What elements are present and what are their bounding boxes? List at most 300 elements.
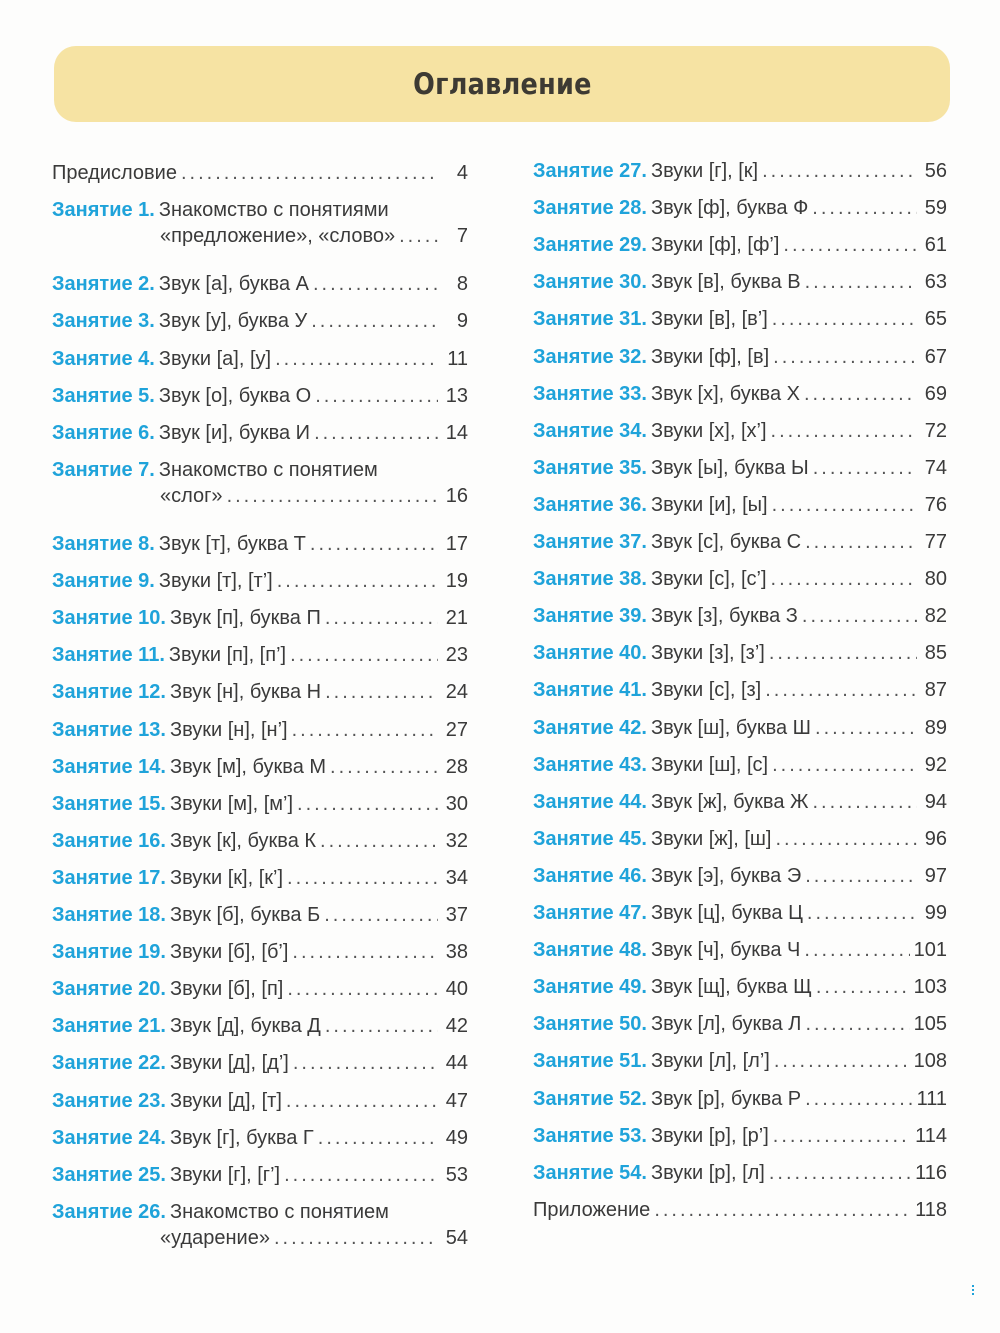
dot-leader [320,828,438,854]
lesson-title: Предисловие [52,162,177,184]
toc-entry[interactable] [52,531,468,557]
page-number: 99 [924,902,947,924]
dot-leader [325,1013,438,1039]
dot-leader [812,195,917,221]
dot-leader [772,306,917,332]
lesson-title: Звук [ф], буква Ф [650,197,809,220]
lesson-number: Занятие 54. [533,1161,647,1184]
toc-entry[interactable] [52,1162,468,1188]
lesson-number: Занятие 14. [52,755,166,778]
toc-entry-line [52,865,468,891]
lesson-title: Звуки [б], [б’] [169,941,289,964]
lesson-title: Звук [в], буква В [650,271,801,294]
page-number: 40 [445,978,468,1001]
dot-leader [310,531,438,557]
lesson-number: Занятие 50. [533,1013,647,1036]
toc-entry-line [533,677,947,703]
lesson-title: Звук [ы], буква Ы [650,456,809,479]
lesson-title: Звук [н], буква Н [169,681,322,704]
toc-entry-line [533,566,947,592]
toc-entry[interactable] [52,902,468,928]
dot-leader [399,223,438,249]
toc-entry[interactable] [533,269,947,295]
page-number: 14 [445,421,468,444]
lesson-number: Занятие 4. [52,347,155,370]
page-number: 13 [445,384,468,407]
toc-entry[interactable] [52,160,468,186]
toc-entry[interactable] [533,752,947,778]
page-number: 21 [445,607,468,630]
toc-entry-line [533,195,947,221]
lesson-number: Занятие 28. [533,197,647,220]
toc-entry[interactable] [52,828,468,854]
page-number: 54 [445,1226,468,1249]
toc-entry[interactable] [52,754,468,780]
lesson-number: Занятие 20. [52,978,166,1001]
toc-entry[interactable] [533,492,947,518]
dot-leader [805,529,917,555]
dot-leader [181,160,438,186]
page-number: 19 [445,570,468,593]
page-number: 118 [915,1198,947,1221]
toc-entry-line [533,789,947,815]
dot-leader [292,717,438,743]
toc-entry[interactable] [52,308,468,334]
toc-entry-line [52,308,468,334]
lesson-number: Занятие 41. [533,679,647,702]
dot-leader [330,754,438,780]
toc-entry[interactable] [533,158,947,184]
toc-entry-line [533,826,947,852]
lesson-title: Звук [ч], буква Ч [650,939,801,962]
page-number: 101 [913,939,947,962]
dot-leader [315,383,438,409]
toc-entry[interactable] [52,1013,468,1039]
page-number: 7 [456,225,468,248]
page-number: 77 [924,531,947,553]
toc-entry-line [52,271,468,297]
toc-entry-line [533,1123,947,1149]
page-number: 8 [456,273,468,296]
toc-entry[interactable] [52,197,468,249]
page-number: 72 [924,419,947,442]
toc-entry[interactable] [533,1086,947,1112]
toc-entry-line [52,1225,468,1251]
lesson-title: Звуки [п], [п’] [168,644,287,667]
dot-leader [805,269,917,295]
lesson-title: Звуки [г], [к] [650,160,759,182]
toc-entry[interactable] [533,900,947,926]
lesson-title: Звук [о], буква О [158,384,312,407]
toc-entry[interactable] [52,976,468,1002]
lesson-number: Занятие 49. [533,976,647,999]
dot-leader [287,865,438,891]
page-number: 97 [924,864,947,887]
lesson-number: Занятие 19. [52,941,166,964]
lesson-title: Звук [щ], буква Щ [650,976,812,999]
lesson-title: Звук [к], буква К [169,829,317,852]
toc-entry[interactable] [52,1088,468,1114]
lesson-title: Звук [у], буква У [158,310,308,333]
toc-entry-line [52,197,468,223]
toc-entry-line [52,1162,468,1188]
toc-entry[interactable] [533,863,947,889]
dot-leader [813,455,917,481]
toc-entry-line [533,1197,947,1223]
lesson-number: Занятие 35. [533,456,647,479]
lesson-number: Занятие 38. [533,568,647,591]
toc-entry[interactable] [533,1048,947,1074]
lesson-title: Звуки [ф], [в] [650,345,770,368]
toc-entry[interactable] [533,381,947,407]
page-number: 82 [924,605,947,628]
dot-leader [275,346,438,372]
toc-entry-line [52,976,468,1002]
lesson-number: Занятие 12. [52,681,166,704]
page-number: 28 [445,755,468,778]
page-number: 49 [445,1126,468,1149]
toc-entry-line [52,902,468,928]
toc-entry[interactable] [52,605,468,631]
lesson-title: Звуки [т], [т’] [158,570,273,593]
dot-leader [771,566,917,592]
toc-entry[interactable] [52,1125,468,1151]
toc-entry-line [52,1088,468,1114]
toc-entry-line [533,1011,947,1037]
toc-entry[interactable] [533,640,947,666]
dot-leader [765,677,917,703]
lesson-number: Занятие 40. [533,642,647,665]
toc-entry-line [533,1048,947,1074]
toc-entry-line [533,492,947,518]
lesson-title: Звук [л], буква Л [650,1013,802,1036]
lesson-number: Занятие 37. [533,531,647,553]
dot-leader [274,1225,438,1251]
toc-entry[interactable] [533,455,947,481]
lesson-number: Занятие 33. [533,382,647,405]
toc-entry[interactable] [533,566,947,592]
lesson-number: Занятие 42. [533,716,647,739]
toc-entry[interactable] [533,1123,947,1149]
dot-leader [805,1011,909,1037]
lesson-number: Занятие 44. [533,790,647,813]
dot-leader [287,976,438,1002]
page-number: 30 [445,792,468,815]
lesson-number: Занятие 26. [52,1200,166,1223]
toc-entry-line [533,418,947,444]
page-number: 37 [445,904,468,926]
toc-entry[interactable] [52,1050,468,1076]
lesson-title: Звук [т], буква Т [158,533,306,555]
lesson-title: Звуки [ш], [с] [650,753,769,776]
page-number: 114 [915,1124,947,1147]
lesson-number: Занятие 1. [52,199,155,222]
toc-entry-line [533,344,947,370]
toc-entry[interactable] [533,529,947,555]
lesson-title: Звуки [в], [в’] [650,308,768,331]
toc-entry[interactable] [533,1160,947,1186]
dot-leader [311,308,438,334]
page-number: 59 [924,197,947,220]
lesson-title: Звуки [с], [з] [650,679,762,702]
dot-leader [812,789,917,815]
toc-header [54,46,950,122]
toc-entry-line [533,158,947,184]
lesson-title: Звук [х], буква Х [650,382,800,405]
toc-entry[interactable] [533,826,947,852]
lesson-number: Занятие 32. [533,345,647,368]
toc-entry-line [533,1160,947,1186]
lesson-number: Занятие 22. [52,1052,166,1075]
toc-entry[interactable] [533,789,947,815]
lesson-number: Занятие 48. [533,939,647,962]
lesson-number: Занятие 21. [52,1015,166,1038]
toc-entry-line [52,679,468,705]
lesson-number: Занятие 30. [533,271,647,294]
page-number: 24 [445,681,468,704]
dot-leader [774,1048,910,1074]
dot-leader [227,483,438,509]
toc-entry-line [533,937,947,963]
toc-entry-line [533,752,947,778]
lesson-title: Знакомство с понятием [158,458,378,481]
toc-entry-line [533,640,947,666]
page-number: 32 [445,829,468,852]
lesson-title: Звук [г], буква Г [169,1126,314,1149]
dot-leader [313,271,438,297]
dot-leader [783,232,917,258]
lesson-number: Занятие 51. [533,1050,647,1073]
page-number: 47 [445,1089,468,1112]
toc-entry[interactable] [533,677,947,703]
toc-entry-line [533,381,947,407]
lesson-number: Занятие 11. [52,644,165,667]
lesson-title: Звук [э], буква Э [650,864,802,887]
page-number: 96 [924,827,947,850]
page-number: 69 [924,382,947,405]
toc-entry[interactable] [52,939,468,965]
lesson-title-continued: «слог» [160,484,223,507]
lesson-title: Звук [ц], буква Ц [650,902,803,924]
lesson-number: Занятие 43. [533,753,647,776]
toc-entry[interactable] [52,717,468,743]
page-number: 9 [456,310,468,333]
dot-leader [804,381,917,407]
lesson-title: Звук [а], буква А [158,273,309,296]
lesson-title: Звуки [д], [т] [169,1089,282,1112]
page-number: 34 [445,866,468,889]
toc-entry[interactable] [533,974,947,1000]
lesson-title: Звуки [с], [с’] [650,568,767,591]
page-number: 111 [916,1087,947,1110]
dot-leader [762,158,917,184]
toc-entry-line [52,531,468,557]
dot-leader [325,605,438,631]
lesson-title: Звуки [г], [г’] [169,1163,281,1186]
lesson-title: Звук [п], буква П [169,607,321,630]
lesson-number: Занятие 13. [52,718,166,741]
page-number: 27 [445,718,468,741]
toc-entry[interactable] [533,1011,947,1037]
toc-entry[interactable] [533,715,947,741]
toc-entry[interactable] [52,791,468,817]
lesson-number: Занятие 29. [533,234,647,257]
lesson-number: Занятие 5. [52,384,155,407]
page-number: 56 [924,160,947,182]
toc-entry-line [533,863,947,889]
lesson-title: Звук [б], буква Б [169,904,321,926]
dot-leader [772,752,917,778]
dot-leader [773,1123,911,1149]
toc-entry[interactable] [533,418,947,444]
toc-entry[interactable] [533,603,947,629]
dot-leader [773,344,917,370]
lesson-number: Занятие 27. [533,160,647,182]
lesson-title: Звук [д], буква Д [169,1015,321,1038]
toc-entry[interactable] [52,420,468,446]
toc-entry-line [52,1050,468,1076]
lesson-title: Звук [ш], буква Ш [650,716,812,739]
lesson-title: Приложение [533,1198,651,1221]
lesson-title: Звук [з], буква З [650,605,798,628]
page-number: 116 [915,1161,947,1184]
toc-entry-line [52,383,468,409]
toc-entry-line [533,974,947,1000]
lesson-title: Звуки [р], [л] [650,1161,765,1184]
dot-leader [297,791,438,817]
lesson-title: Звуки [ф], [ф’] [650,234,780,257]
page-number: 17 [445,533,468,555]
toc-entry-line [52,420,468,446]
toc-entry-line [52,346,468,372]
dot-leader [290,642,438,668]
lesson-number: Занятие 24. [52,1126,166,1149]
lesson-number: Занятие 25. [52,1163,166,1186]
toc-entry[interactable] [52,383,468,409]
lesson-number: Занятие 53. [533,1124,647,1147]
lesson-number: Занятие 46. [533,864,647,887]
page-number: 61 [924,234,947,257]
dot-leader [325,679,438,705]
lesson-number: Занятие 17. [52,866,166,889]
lesson-number: Занятие 36. [533,493,647,516]
toc-entry[interactable] [533,344,947,370]
lesson-title: Звуки [н], [н’] [169,718,288,741]
toc-entry[interactable] [52,271,468,297]
toc-entry-line [52,754,468,780]
dot-leader [772,492,917,518]
toc-entry[interactable] [52,568,468,594]
dot-leader [807,900,917,926]
page-corner-mark [972,1285,978,1295]
lesson-title: Звук [р], буква Р [650,1087,802,1110]
toc-entry-line [52,939,468,965]
toc-entry-line [533,900,947,926]
toc-entry-line [533,715,947,741]
toc-entry-line [533,529,947,555]
lesson-title: Звуки [з], [з’] [650,642,765,665]
dot-leader [277,568,438,594]
page-number: 92 [924,753,947,776]
lesson-title: Звуки [к], [к’] [169,866,284,889]
toc-entry-line [533,306,947,332]
page-number: 94 [924,790,947,813]
lesson-title: Звуки [м], [м’] [169,792,294,815]
lesson-title: Звук [ж], буква Ж [650,790,809,813]
dot-leader [292,939,438,965]
lesson-title: Знакомство с понятиями [158,199,389,222]
dot-leader [314,420,438,446]
lesson-number: Занятие 3. [52,310,155,333]
toc-entry-line [52,717,468,743]
toc-entry-line [52,160,468,186]
lesson-title: Звуки [а], [у] [158,347,272,370]
page-title: Оглавление [412,67,592,101]
dot-leader [769,640,917,666]
toc-entry-line [52,223,468,249]
toc-entry-line [52,1013,468,1039]
dot-leader [776,826,918,852]
lesson-number: Занятие 39. [533,605,647,628]
lesson-title-continued: «ударение» [160,1226,270,1249]
dot-leader [804,937,909,963]
page-number: 67 [924,345,947,368]
toc-entry[interactable] [533,1197,947,1223]
page-number: 11 [447,347,468,370]
toc-entry[interactable] [52,865,468,891]
page-number: 76 [924,493,947,516]
page-number: 53 [445,1163,468,1186]
toc-entry-line [52,605,468,631]
toc-entry-line [52,1125,468,1151]
toc-entry[interactable] [52,679,468,705]
toc-entry[interactable] [52,346,468,372]
dot-leader [284,1162,438,1188]
lesson-number: Занятие 23. [52,1089,166,1112]
lesson-title: Звуки [л], [л’] [650,1050,770,1073]
lesson-number: Занятие 16. [52,829,166,852]
page-number: 87 [924,679,947,702]
page-number: 65 [924,308,947,331]
toc-entry-line [52,791,468,817]
toc-entry[interactable] [52,642,468,668]
toc-entry[interactable] [533,232,947,258]
lesson-number: Занятие 31. [533,308,647,331]
toc-entry-line [52,1199,468,1225]
toc-entry-line [533,603,947,629]
toc-entry[interactable] [533,306,947,332]
page-number: 63 [924,271,947,294]
toc-entry-line [533,232,947,258]
toc-entry[interactable] [52,1199,468,1251]
toc-entry-line [533,1086,947,1112]
dot-leader [769,1160,911,1186]
toc-entry-line [52,483,468,509]
toc-entry[interactable] [52,457,468,509]
dot-leader [805,1086,913,1112]
lesson-title-continued: «предложение», «слово» [160,225,396,248]
page-number: 108 [913,1050,947,1073]
page-number: 38 [445,941,468,964]
dot-leader [654,1197,911,1223]
lesson-number: Занятие 18. [52,904,166,926]
dot-leader [771,418,917,444]
page-number: 4 [456,162,468,184]
toc-entry[interactable] [533,195,947,221]
lesson-title: Звуки [д], [д’] [169,1052,289,1075]
toc-entry[interactable] [533,937,947,963]
lesson-title: Звуки [и], [ы] [650,493,768,516]
